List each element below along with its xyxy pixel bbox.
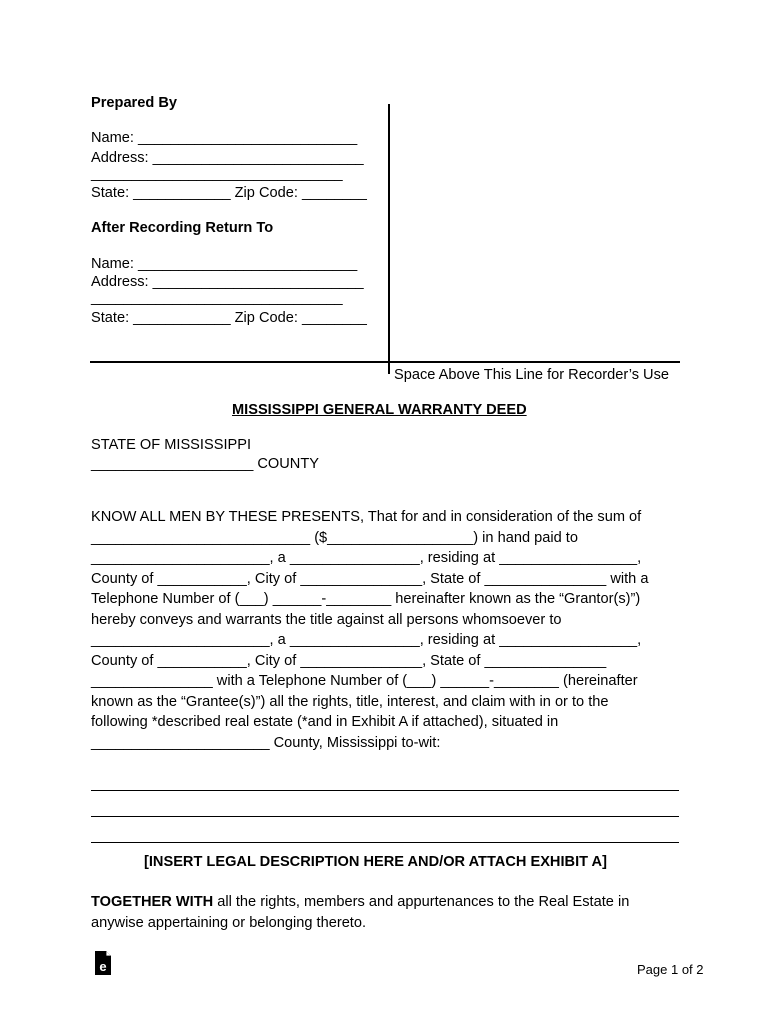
- body-line[interactable]: _______________ with a Telephone Number of (___) ______-________ (hereinafter: [91, 673, 638, 689]
- prepared-by-name-field[interactable]: Name: ___________________________: [91, 130, 358, 146]
- legal-description-line[interactable]: [91, 842, 679, 843]
- body-line: known as the “Grantee(s)”) all the rights, title, interest, and claim with in or to the: [91, 694, 609, 710]
- page-number: Page 1 of 2: [637, 962, 704, 977]
- body-line[interactable]: ___________________________ ($__________________) in hand paid to: [91, 530, 578, 546]
- body-line: following *described real estate (*and in Exhibit A if attached), situated in: [91, 714, 559, 730]
- prepared-by-heading: Prepared By: [91, 95, 177, 111]
- page-title: MISSISSIPPI GENERAL WARRANTY DEED: [232, 402, 527, 418]
- together-with-paragraph: [91, 894, 629, 911]
- body-line[interactable]: County of ___________, City of _______________, State of _______________ with a: [91, 571, 649, 587]
- return-to-address-field[interactable]: Address: __________________________: [91, 274, 364, 290]
- eforms-logo-icon: [94, 951, 112, 975]
- return-to-heading: After Recording Return To: [91, 220, 274, 236]
- state-label: STATE OF MISSISSIPPI: [91, 437, 252, 453]
- body-line[interactable]: ______________________, a ________________, residing at _________________,: [91, 632, 642, 648]
- body-line[interactable]: Telephone Number of (___) ______-________ hereinafter known as the “Grantor(s)”): [91, 591, 641, 607]
- recorder-vertical-divider: [388, 104, 390, 374]
- recorder-horizontal-divider: [90, 361, 680, 363]
- svg-text:e: e: [99, 959, 107, 974]
- recorder-note: Space Above This Line for Recorder’s Use: [394, 367, 670, 383]
- insert-description-note: [INSERT LEGAL DESCRIPTION HERE AND/OR ATTACH EXHIBIT A]: [144, 854, 607, 870]
- prepared-by-blank-field[interactable]: _______________________________: [91, 166, 343, 182]
- prepared-by-address-field[interactable]: Address: __________________________: [91, 150, 364, 166]
- legal-description-line[interactable]: [91, 790, 679, 791]
- prepared-by-state-zip-field[interactable]: State: ____________ Zip Code: ________: [91, 185, 367, 201]
- together-with-text: all the rights, members and appurtenances to the Real Estate in: [213, 894, 630, 910]
- return-to-name-field[interactable]: Name: ___________________________: [91, 256, 358, 272]
- body-line[interactable]: ______________________ County, Mississippi to-wit:: [91, 735, 441, 751]
- county-field[interactable]: ____________________ COUNTY: [91, 456, 319, 472]
- return-to-state-zip-field[interactable]: State: ____________ Zip Code: ________: [91, 310, 367, 326]
- body-line: hereby conveys and warrants the title against all persons whomsoever to: [91, 612, 562, 628]
- body-line: KNOW ALL MEN BY THESE PRESENTS, That for and in consideration of the sum of: [91, 509, 642, 525]
- together-with-line2: anywise appertaining or belonging thereto.: [91, 915, 367, 931]
- legal-description-line[interactable]: [91, 816, 679, 817]
- body-line[interactable]: ______________________, a ________________, residing at _________________,: [91, 550, 642, 566]
- body-line[interactable]: County of ___________, City of _______________, State of _______________: [91, 653, 607, 669]
- return-to-blank-field[interactable]: _______________________________: [91, 290, 343, 306]
- together-with-bold: TOGETHER WITH: [91, 894, 214, 910]
